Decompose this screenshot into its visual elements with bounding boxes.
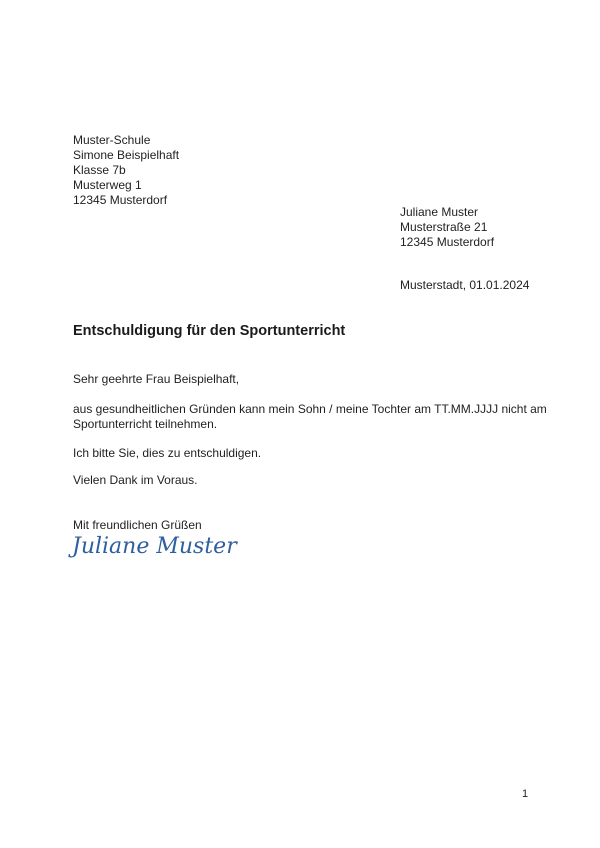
sender-line: 12345 Musterdorf: [73, 193, 168, 207]
closing-phrase: Mit freundlichen Grüßen: [73, 518, 202, 532]
sender-line: Musterweg 1: [73, 178, 142, 192]
body-line: Sportunterricht teilnehmen.: [73, 417, 218, 431]
recipient-line: 12345 Musterdorf: [400, 235, 495, 249]
body-paragraph-1: [73, 402, 547, 432]
sender-address: [73, 133, 179, 208]
recipient-line: Musterstraße 21: [400, 220, 488, 234]
body-line: aus gesundheitlichen Gründen kann mein Sohn / meine Tochter am TT.MM.JJJJ nicht am: [73, 402, 547, 416]
letter-date: Musterstadt, 01.01.2024: [400, 278, 530, 292]
body-paragraph-3: Vielen Dank im Voraus.: [73, 473, 198, 487]
sender-line: Klasse 7b: [73, 163, 126, 177]
recipient-address: [400, 205, 494, 250]
handwritten-signature: Juliane Muster: [72, 534, 237, 559]
sender-line: Simone Beispielhaft: [73, 148, 180, 162]
sender-line: Muster-Schule: [73, 133, 151, 147]
body-paragraph-2: Ich bitte Sie, dies zu entschuldigen.: [73, 446, 262, 460]
letter-subject: Entschuldigung für den Sportunterricht: [73, 323, 346, 339]
recipient-line: Juliane Muster: [400, 205, 479, 219]
page-number: 1: [522, 788, 529, 800]
salutation: Sehr geehrte Frau Beispielhaft,: [73, 372, 240, 386]
